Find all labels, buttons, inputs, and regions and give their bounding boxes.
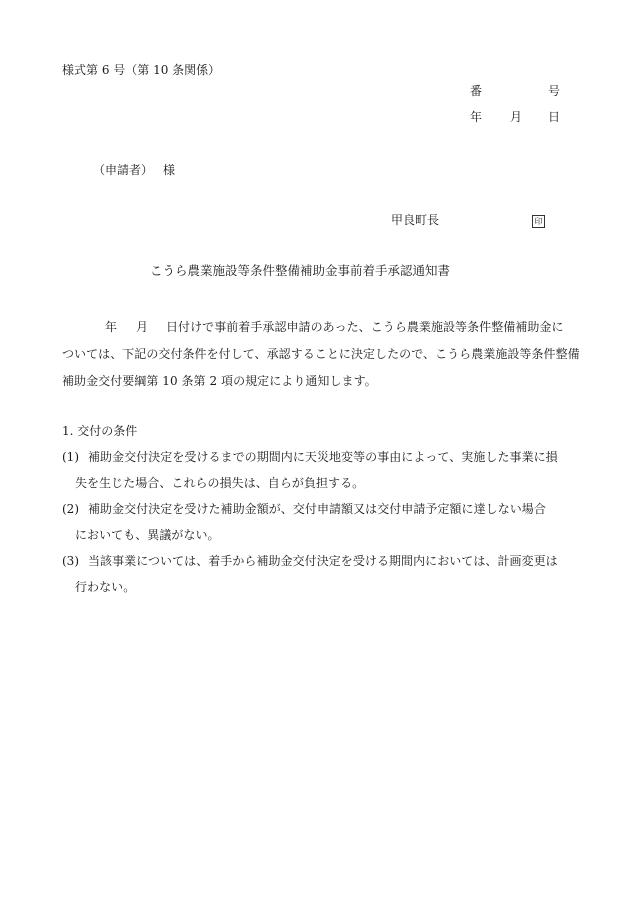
addressee-honorific: 様 — [163, 163, 176, 177]
condition-text-line-1: 補助金交付決定を受けるまでの期間内に天災地変等の事由によって、実施した事業に損 — [88, 450, 558, 464]
condition-text-line-2: 失を生じた場合、これらの損失は、自らが負担する。 — [75, 476, 365, 490]
condition-number: (3) — [62, 554, 79, 568]
date-month: 月 — [510, 110, 523, 124]
condition-text-line-2: 行わない。 — [75, 580, 136, 594]
issuer-seal — [532, 213, 545, 228]
document-title: こうら農業施設等条件整備補助金事前着手承認通知書 — [150, 263, 451, 278]
intro-month: 月 — [136, 320, 149, 334]
conditions-heading: 1. 交付の条件 — [62, 424, 138, 438]
date-day: 日 — [548, 110, 561, 124]
intro-year: 年 — [105, 320, 118, 334]
issuer-name: 甲良町長 — [391, 213, 440, 227]
intro-line-3: 補助金交付要綱第 10 条第 2 項の規定により通知します。 — [62, 374, 377, 388]
condition-text-line-1: 補助金交付決定を受けた補助金額が、交付申請額又は交付申請予定額に達しない場合 — [88, 502, 546, 516]
intro-line-2: ついては、下記の交付条件を付して、承認することに決定したので、こうら農業施設等条件整備 — [62, 347, 580, 361]
addressee-applicant: （申請者） — [93, 163, 154, 177]
doc-number-prefix: 番 — [470, 84, 483, 98]
seal-icon: 印 — [532, 215, 545, 228]
condition-text-line-1: 当該事業については、着手から補助金交付決定を受ける期間内においては、計画変更は — [88, 554, 558, 568]
condition-text-line-2: においても、異議がない。 — [75, 528, 220, 542]
condition-number: (1) — [62, 450, 79, 464]
form-label: 様式第 6 号（第 10 条関係） — [62, 63, 221, 77]
intro-line-1: 日付けで事前着手承認申請のあった、こうら農業施設等条件整備補助金に — [166, 320, 564, 334]
doc-number-suffix: 号 — [548, 84, 561, 98]
date-year: 年 — [470, 110, 483, 124]
condition-number: (2) — [62, 502, 79, 516]
